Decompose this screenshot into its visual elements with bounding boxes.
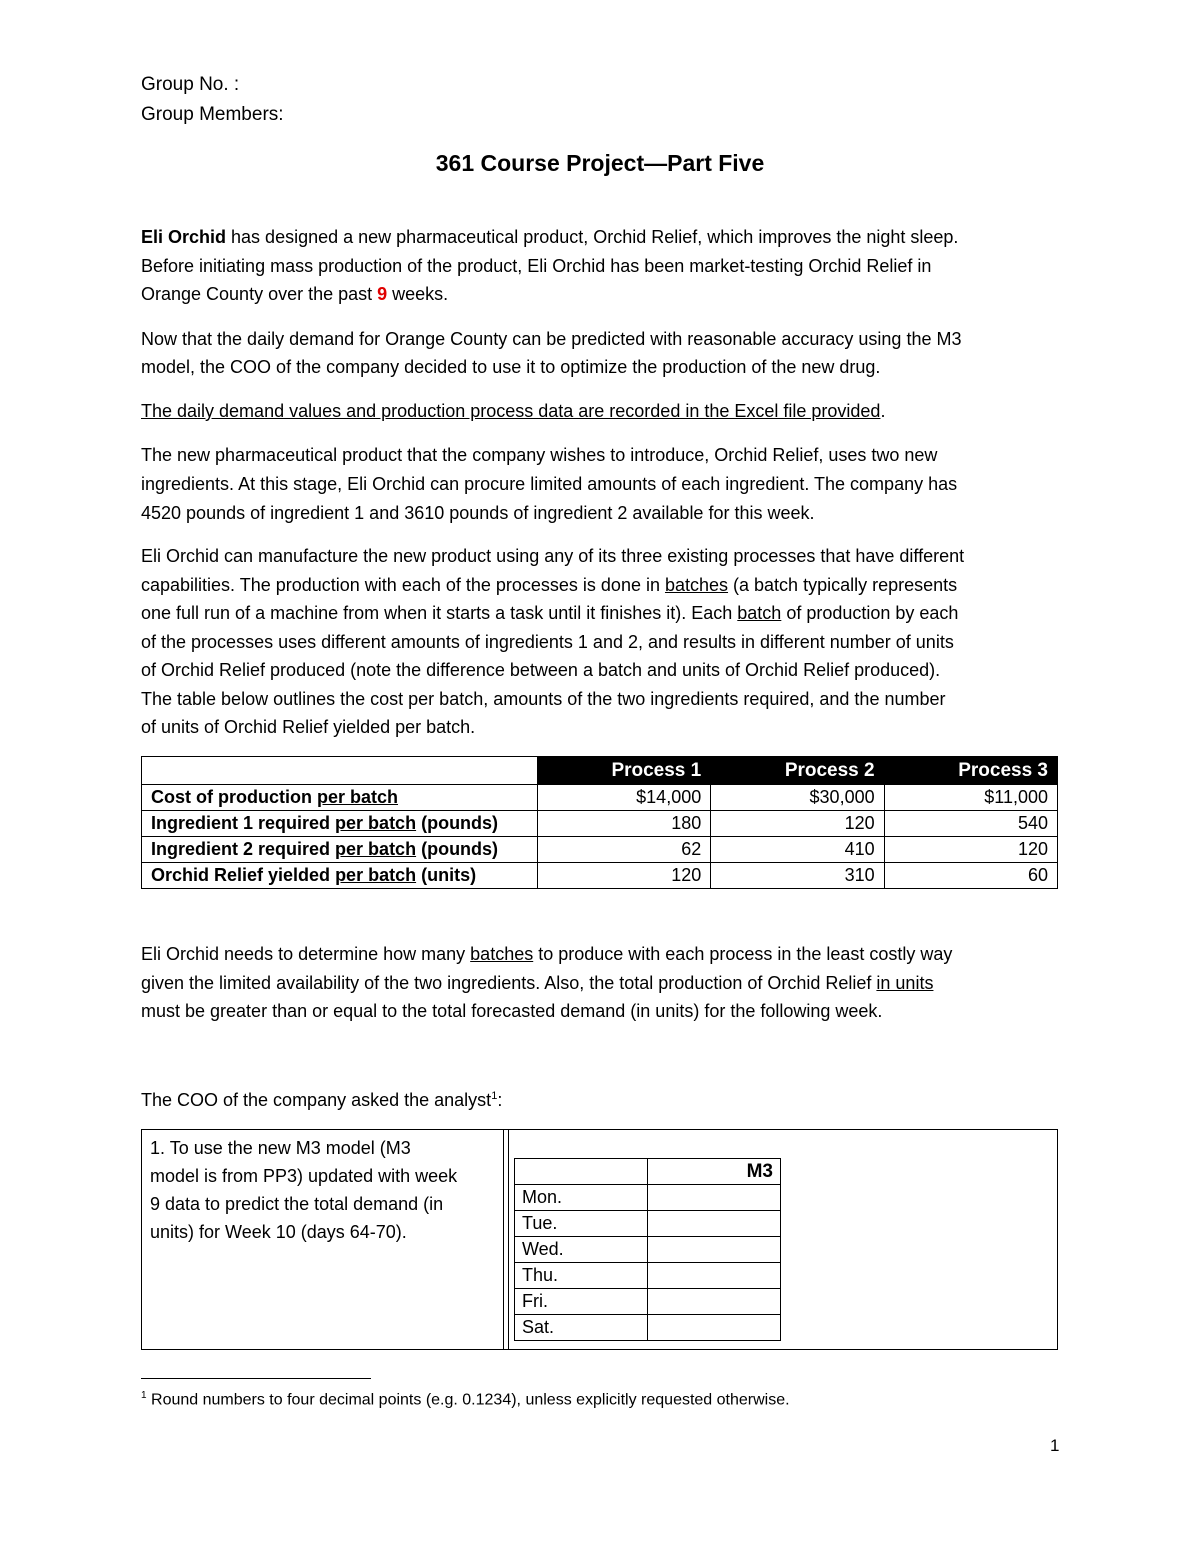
table-cell: 62 xyxy=(537,837,710,863)
table-cell: 60 xyxy=(884,863,1057,889)
m3-value-cell[interactable] xyxy=(648,1315,781,1341)
day-label: Thu. xyxy=(515,1263,648,1289)
batches-underlined: batches xyxy=(664,575,729,595)
day-label: Sat. xyxy=(515,1315,648,1341)
m3-forecast-table xyxy=(514,1158,781,1341)
weeks-highlight: 9 xyxy=(377,284,388,304)
para1-line3-pre: Orange County over the past xyxy=(141,284,378,304)
group-number-label: Group No. : xyxy=(141,74,240,95)
m3-header: M3 xyxy=(648,1159,781,1185)
para5-line1: Eli Orchid can manufacture the new product using any of its three existing processes that have different xyxy=(141,546,965,566)
table-row xyxy=(515,1263,781,1289)
table-row xyxy=(142,863,1058,889)
excel-note: The daily demand values and production process data are recorded in the Excel file provided xyxy=(141,401,881,421)
para4-line1: The new pharmaceutical product that the company wishes to introduce, Orchid Relief, uses two new xyxy=(141,445,938,465)
table-row xyxy=(515,1315,781,1341)
table-cell: 120 xyxy=(537,863,710,889)
row-label: Orchid Relief yielded per batch (units) xyxy=(142,863,538,889)
para6-line3: must be greater than or equal to the total forecasted demand (in units) for the following week. xyxy=(141,1001,883,1021)
m3-value-cell[interactable] xyxy=(648,1211,781,1237)
day-label: Fri. xyxy=(515,1289,648,1315)
para3 xyxy=(141,401,885,422)
para5-line3-pre: one full run of a machine from when it starts a task until it finishes it). Each xyxy=(141,603,738,623)
para5-line2-post: (a batch typically represents xyxy=(728,575,958,595)
para1-line1-text: has designed a new pharmaceutical product, Orchid Relief, which improves the night sleep. xyxy=(226,227,959,247)
process-header-3: Process 3 xyxy=(884,757,1057,785)
table-cell: $14,000 xyxy=(537,785,710,811)
process-header-2: Process 2 xyxy=(711,757,884,785)
para6-line2: given the limited availability of the two ingredients. Also, the total production of Orchid Relief in units xyxy=(141,973,934,993)
row-label: Cost of production per batch xyxy=(142,785,538,811)
para5-line3 xyxy=(141,603,958,624)
para4-line2: ingredients. At this stage, Eli Orchid can procure limited amounts of each ingredient. The company has xyxy=(141,474,958,494)
para5-line2 xyxy=(141,575,957,596)
para1-line1 xyxy=(141,227,958,248)
table-cell: 120 xyxy=(884,837,1057,863)
question-1-text: 1. To use the new M3 model (M3 model is from PP3) updated with week 9 data to predict the total demand (in units) for Week 10 (days 64-70). xyxy=(142,1130,504,1349)
table-row xyxy=(515,1211,781,1237)
table-cell: 310 xyxy=(711,863,884,889)
para1-line3-post: weeks. xyxy=(387,284,449,304)
process-table-corner xyxy=(142,757,538,785)
para5-line5: of Orchid Relief produced (note the difference between a batch and units of Orchid Relief produced). xyxy=(141,660,941,680)
m3-value-cell[interactable] xyxy=(648,1237,781,1263)
m3-value-cell[interactable] xyxy=(648,1185,781,1211)
page-title: 361 Course Project—Part Five xyxy=(435,150,765,176)
footnote-separator xyxy=(141,1378,371,1379)
batch-underlined: batch xyxy=(737,603,782,623)
para5-line4: of the processes uses different amounts of ingredients 1 and 2, and results in different number of units xyxy=(141,632,954,652)
para6-line1: Eli Orchid needs to determine how many batches to produce with each process in the least costly way xyxy=(141,944,953,964)
process-table xyxy=(141,756,1058,889)
table-cell: $11,000 xyxy=(884,785,1057,811)
row-label: Ingredient 2 required per batch (pounds) xyxy=(142,837,538,863)
question-box-divider xyxy=(504,1130,509,1349)
table-cell: 180 xyxy=(537,811,710,837)
m3-header-row xyxy=(515,1159,781,1185)
group-members-label: Group Members: xyxy=(141,104,284,125)
day-label: Wed. xyxy=(515,1237,648,1263)
row-label: Ingredient 1 required per batch (pounds) xyxy=(142,811,538,837)
para1-line3 xyxy=(141,284,448,305)
in-units-underlined: in units xyxy=(876,973,934,993)
table-row xyxy=(142,785,1058,811)
m3-value-cell[interactable] xyxy=(648,1289,781,1315)
m3-corner xyxy=(515,1159,648,1185)
para5-line7: of units of Orchid Relief yielded per batch. xyxy=(141,717,476,737)
table-cell: 120 xyxy=(711,811,884,837)
table-cell: 540 xyxy=(884,811,1057,837)
table-cell: $30,000 xyxy=(711,785,884,811)
footnote: $^1$ Round numbers to four decimal points (e.g. 0.1234), unless explicitly requested otherwise. xyxy=(141,1390,790,1409)
table-row xyxy=(142,811,1058,837)
m3-value-cell[interactable] xyxy=(648,1263,781,1289)
para5-line3-post: of production by each xyxy=(781,603,959,623)
para1-line2: Before initiating mass production of the product, Eli Orchid has been market-testing Orchid Relief in xyxy=(141,256,932,276)
para5-line6: The table below outlines the cost per batch, amounts of the two ingredients required, and the number xyxy=(141,689,946,709)
table-row xyxy=(515,1237,781,1263)
process-table-header-row xyxy=(142,757,1058,785)
day-label: Tue. xyxy=(515,1211,648,1237)
para4-line3: 4520 pounds of ingredient 1 and 3610 pounds of ingredient 2 available for this week. xyxy=(141,503,815,523)
para2-line1: Now that the daily demand for Orange County can be predicted with reasonable accuracy using the M3 xyxy=(141,329,962,349)
table-row xyxy=(142,837,1058,863)
table-cell: 410 xyxy=(711,837,884,863)
batches-underlined-2: batches xyxy=(470,944,534,964)
table-row xyxy=(515,1289,781,1315)
footnote-ref: 1 xyxy=(491,1090,498,1102)
para5-line2-pre: capabilities. The production with each of the processes is done in xyxy=(141,575,665,595)
day-label: Mon. xyxy=(515,1185,648,1211)
company-name: Eli Orchid xyxy=(141,227,227,247)
process-header-1: Process 1 xyxy=(537,757,710,785)
analyst-line: The COO of the company asked the analyst$^1$: xyxy=(141,1090,503,1110)
para3-end: . xyxy=(880,401,886,421)
page-number: 1 xyxy=(1050,1436,1060,1455)
table-row xyxy=(515,1185,781,1211)
para2-line2: model, the COO of the company decided to use it to optimize the production of the new drug. xyxy=(141,357,881,377)
